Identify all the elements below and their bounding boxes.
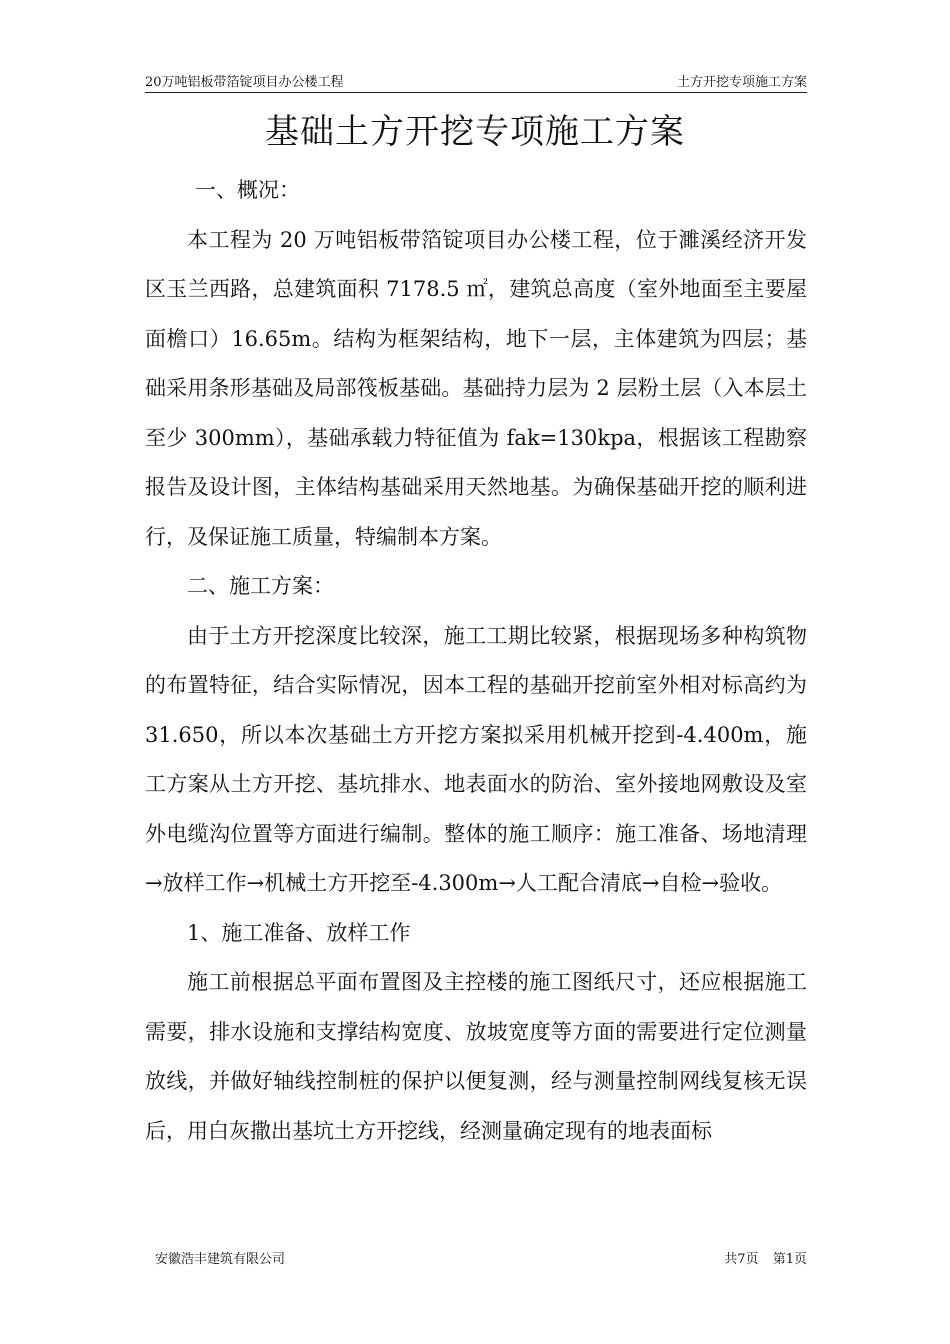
header-project-name: 20万吨铝板带箔锭项目办公楼工程 bbox=[145, 75, 344, 90]
page-header bbox=[145, 70, 807, 93]
footer-current-page: 第1页 bbox=[772, 1252, 807, 1267]
document-body bbox=[145, 166, 807, 1156]
footer-total-pages: 共7页 bbox=[724, 1252, 759, 1267]
footer-company: 安徽浩丰建筑有限公司 bbox=[155, 1252, 286, 1267]
footer-page-info bbox=[714, 1248, 807, 1267]
page-footer bbox=[155, 1248, 807, 1267]
overview-paragraph: 本工程为 20 万吨铝板带箔锭项目办公楼工程，位于濉溪经济开发区玉兰西路，总建筑面积 7178.5 ㎡，建筑总高度（室外地面至主要屋面檐口）16.65m。结构为框架结构，地下一层，主体建筑为四层；基础采用条形基础及局部筏板基础。基础持力层为 2 层粉土层（入本层土至少 300mm），基础承载力特征值为 fak=130kpa，根据该工程勘察报告及设计图，主体结构基础采用天然地基。为确保基础开挖的顺利进行，及保证施工质量，特编制本方案。 bbox=[145, 227, 807, 549]
section-heading-overview: 一、概况： bbox=[195, 178, 300, 202]
document-title: 基础土方开挖专项施工方案 bbox=[265, 112, 685, 152]
section-heading-plan: 二、施工方案： bbox=[187, 574, 334, 598]
subsection-heading-preparation: 1、施工准备、放样工作 bbox=[187, 920, 411, 945]
header-document-name: 土方开挖专项施工方案 bbox=[676, 75, 807, 90]
preparation-paragraph: 施工前根据总平面布置图及主控楼的施工图纸尺寸，还应根据施工需要，排水设施和支撑结构宽度、放坡宽度等方面的需要进行定位测量放线，并做好轴线控制桩的保护以便复测，经与测量控制网线复核无误后，用白灰撒出基坑土方开挖线，经测量确定现有的地表面标 bbox=[145, 970, 807, 1143]
plan-paragraph: 由于土方开挖深度比较深，施工工期比较紧，根据现场多种构筑物的布置特征，结合实际情况，因本工程的基础开挖前室外相对标高约为 31.650，所以本次基础土方开挖方案拟采用机械开挖到-4.400m，施工方案从土方开挖、基坑排水、地表面水的防治、室外接地网敷设及室外电缆沟位置等方面进行编制。整体的施工顺序：施工准备、场地清理→放样工作→机械土方开挖至-4.300m→人工配合清底→自检→验收。 bbox=[145, 623, 807, 895]
